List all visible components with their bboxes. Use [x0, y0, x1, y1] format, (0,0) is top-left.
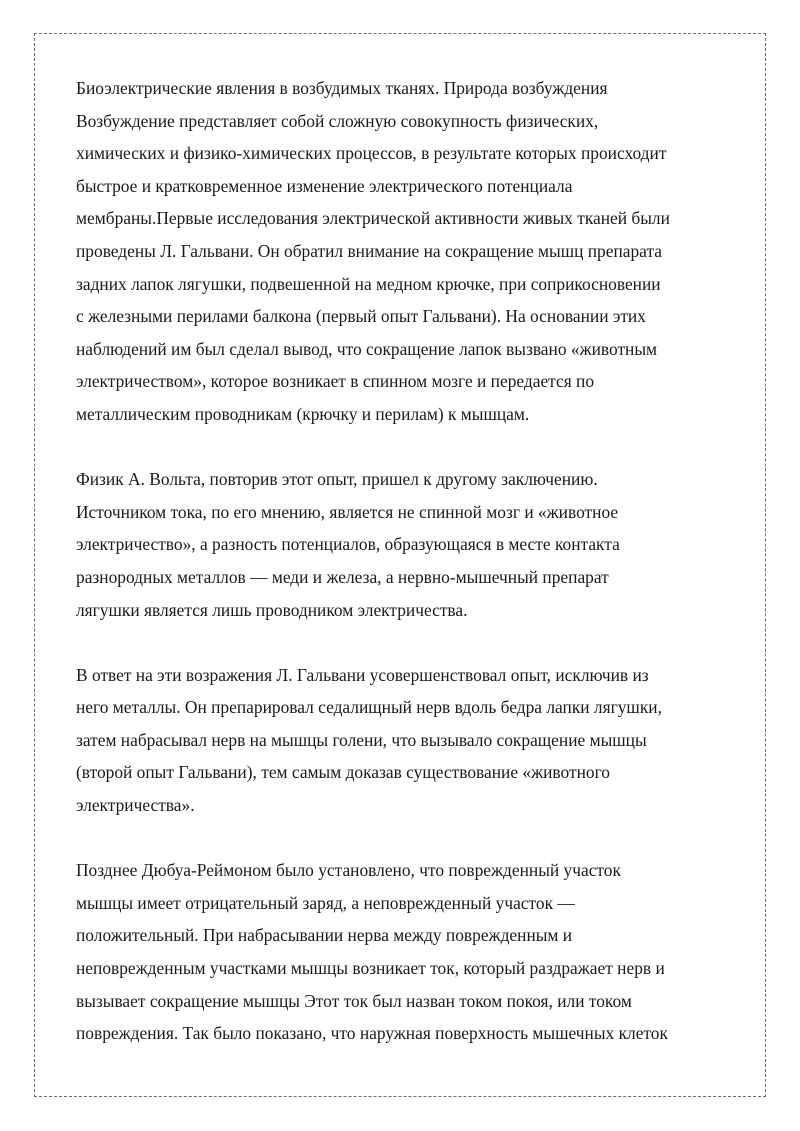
text-line: электричества». [76, 795, 195, 816]
text-line: электричество», а разность потенциалов, образующаяся в месте контакта [76, 534, 620, 555]
text-line: (второй опыт Гальвани), тем самым доказав существование «животного [76, 762, 610, 783]
text-line: Биоэлектрические явления в возбудимых тканях. Природа возбуждения [76, 78, 608, 98]
text-line: неповрежденным участками мышцы возникает ток, который раздражает нерв и [76, 958, 665, 979]
text-line: Источником тока, по его мнению, является не спинной мозг и «животное [76, 501, 619, 522]
text-line: задних лапок лягушки, подвешенной на медном крючке, при соприкосновении [76, 273, 661, 294]
text-line: Возбуждение представляет собой сложную совокупность физических, [76, 110, 599, 131]
document-body [76, 72, 736, 1082]
text-line: положительный. При набрасывании нерва между поврежденным и [76, 925, 573, 946]
paragraph-3 [76, 659, 736, 822]
text-line: мембраны.Первые исследования электрической активности живых тканей были [76, 208, 670, 229]
text-line: электричеством», которое возникает в спинном мозге и передается по [76, 371, 595, 392]
text-line: Физик А. Вольта, повторив этот опыт, пришел к другому заключению. [76, 469, 598, 490]
text-line: Позднее Дюбуа-Реймоном было установлено, что поврежденный участок [76, 860, 621, 881]
text-line: затем набрасывал нерв на мышцы голени, что вызывало сокращение мышцы [76, 729, 647, 750]
text-line: металлическим проводникам (крючку и перилам) к мышцам. [76, 403, 530, 424]
text-line: повреждения. Так было показано, что наружная поверхность мышечных клеток [76, 1023, 668, 1044]
paragraph-4 [76, 854, 736, 1050]
text-line: с железными перилами балкона (первый опыт Гальвани). На основании этих [76, 306, 646, 327]
text-line: мышцы имеет отрицательный заряд, а неповрежденный участок — [76, 892, 575, 913]
text-line: него металлы. Он препарировал седалищный нерв вдоль бедра лапки лягушки, [76, 697, 662, 718]
text-line: В ответ на эти возражения Л. Гальвани усовершенствовал опыт, исключив из [76, 664, 649, 685]
text-line: проведены Л. Гальвани. Он обратил внимание на сокращение мышц препарата [76, 240, 662, 261]
text-line: химических и физико-химических процессов, в результате которых происходит [76, 143, 667, 164]
paragraph-2 [76, 463, 736, 626]
text-line: наблюдений им был сделал вывод, что сокращение лапок вызвано «животным [76, 338, 658, 359]
text-line: вызывает сокращение мышцы Этот ток был назван током покоя, или током [76, 990, 632, 1011]
text-line: лягушки является лишь проводником электричества. [76, 599, 468, 620]
paragraph-1 [76, 72, 736, 431]
text-line: быстрое и кратковременное изменение электрического потенциала [76, 175, 573, 196]
text-line: разнородных металлов — меди и железа, а нервно-мышечный препарат [76, 566, 609, 587]
